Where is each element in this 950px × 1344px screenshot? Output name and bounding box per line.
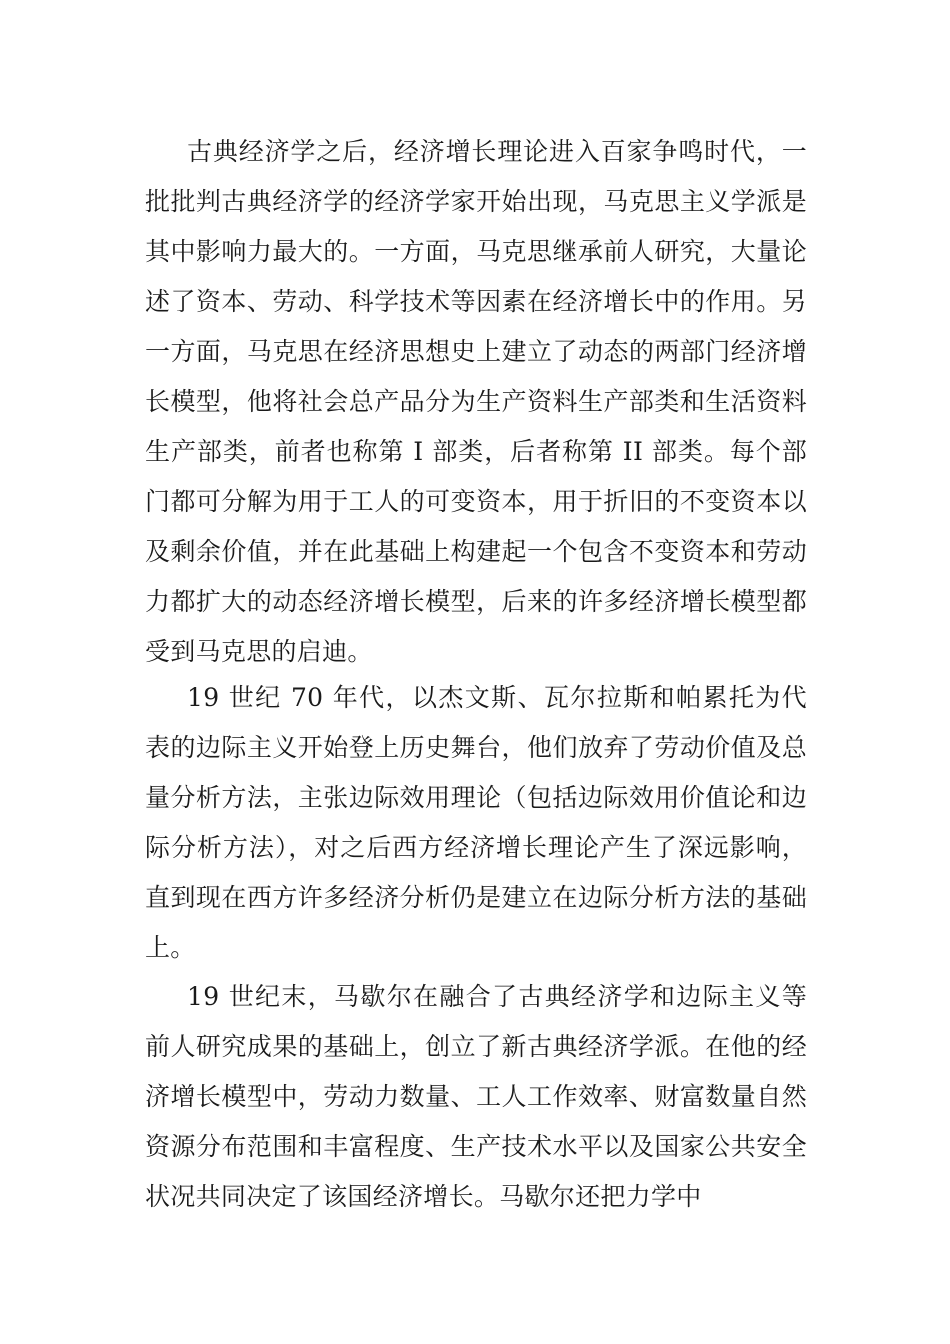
paragraph-classical-marxist: 古典经济学之后，经济增长理论进入百家争鸣时代，一批批判古典经济学的经济学家开始出现，马克思主义学派是其中影响力最大的。一方面，马克思继承前人研究，大量论述了资本、劳动、科学技术等因素在经济增长中的作用。另一方面，马克思在经济思想史上建立了动态的两部门经济增长模型，他将社会总产品分为生产资料生产部类和生活资料生产部类，前者也称第 I 部类，后者称第 II 部类。每个部门都可分解为用于工人的可变资本，用于折旧的不变资本以及剩余价值，并在此基础上构建起一个包含不变资本和劳动力都扩大的动态经济增长模型，后来的许多经济增长模型都受到马克思的启迪。 [145,137,807,666]
paragraph-marginalism: 19 世纪 70 年代，以杰文斯、瓦尔拉斯和帕累托为代表的边际主义开始登上历史舞台，他们放弃了劳动价值及总量分析方法，主张边际效用理论（包括边际效用价值论和边际分析方法），对之后西方经济增长理论产生了深远影响，直到现在西方许多经济分析仍是建立在边际分析方法的基础上。 [145,683,807,962]
paragraph-marshall: 19 世纪末，马歇尔在融合了古典经济学和边际主义等前人研究成果的基础上，创立了新古典经济学派。在他的经济增长模型中，劳动力数量、工人工作效率、财富数量自然资源分布范围和丰富程度、生产技术水平以及国家公共安全状况共同决定了该国经济增长。马歇尔还把力学中 [145,982,807,1211]
